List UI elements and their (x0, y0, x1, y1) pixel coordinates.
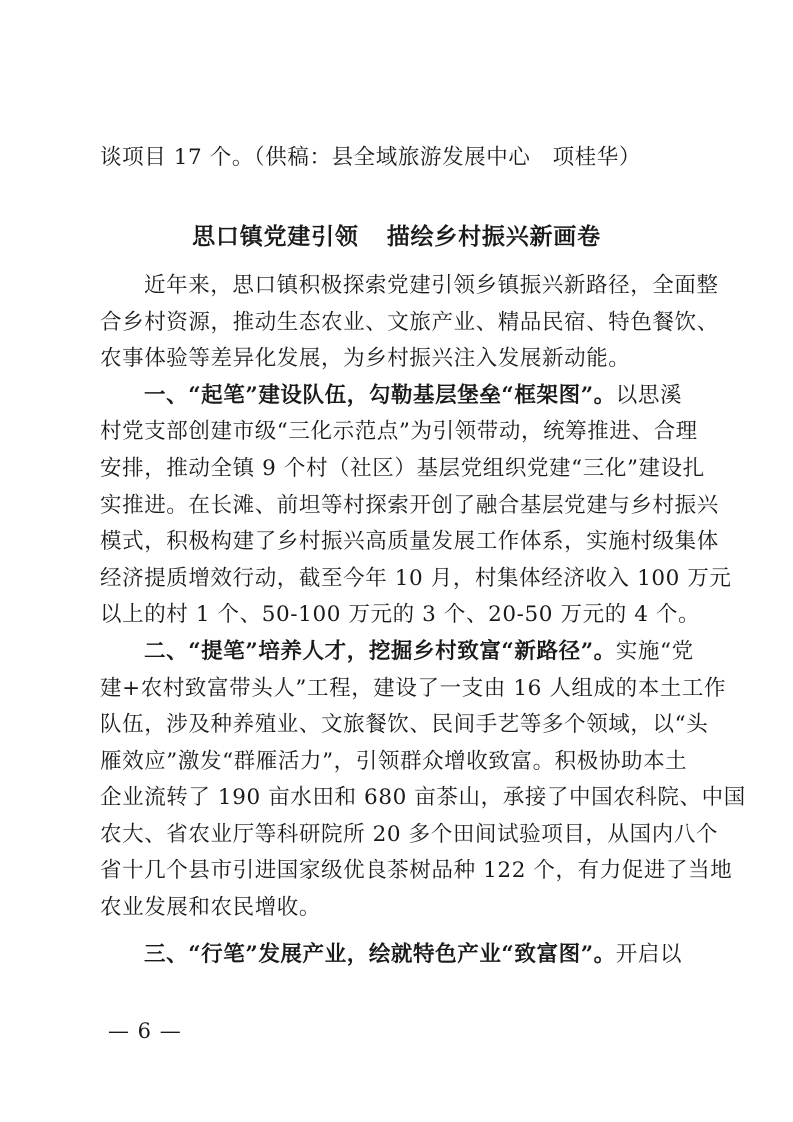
section2-line-3: 队伍，涉及种养殖业、文旅餐饮、民间手艺等多个领域，以“头 (100, 712, 709, 737)
section2-first-rest: 实施“党 (615, 639, 694, 664)
section1-first-line (144, 382, 734, 410)
section2-heading: 二、“提笔”培养人才，挖掘乡村致富“新路径”。 (144, 639, 616, 664)
section2-line-5: 企业流转了 190 亩水田和 680 亩茶山，承接了中国农科院、中国 (100, 785, 746, 810)
page-number: — 6 — (108, 1019, 182, 1043)
section2-line-8: 农业发展和农民增收。 (100, 895, 322, 920)
intro-line-1: 近年来，思口镇积极探索党建引领乡镇振兴新路径，全面整 (144, 273, 719, 298)
intro-line-3: 农事体验等差异化发展，为乡村振兴注入发展新动能。 (100, 346, 631, 371)
section2-line-4: 雁效应”激发“群雁活力”，引领群众增收致富。积极协助本土 (100, 749, 688, 774)
section1-line-4: 实推进。在长滩、前坦等村探索开创了融合基层党建与乡村振兴 (100, 493, 719, 518)
section1-line-7: 以上的村 1 个、50-100 万元的 3 个、20-50 万元的 4 个。 (100, 602, 701, 627)
section1-heading: 一、“起笔”建设队伍，勾勒基层堡垒“框架图”。 (144, 383, 616, 408)
section1-line-6: 经济提质增效行动，截至今年 10 月，村集体经济收入 100 万元 (100, 566, 732, 591)
section2-line-6: 农大、省农业厅等科研院所 20 多个田间试验项目，从国内八个 (100, 822, 719, 847)
section2-line-7: 省十几个县市引进国家级优良茶树品种 122 个，有力促进了当地 (100, 858, 733, 883)
section1-line-5: 模式，积极构建了乡村振兴高质量发展工作体系，实施村级集体 (100, 529, 719, 554)
section3-heading: 三、“行笔”发展产业，绘就特色产业“致富图”。 (144, 942, 616, 967)
section2-first-line (144, 638, 734, 666)
article-title-part2: 描绘乡村振兴新画卷 (386, 223, 601, 250)
section1-line-2: 村党支部创建市级“三化示范点”为引领带动，统筹推进、合理 (100, 419, 698, 444)
section1-line-3: 安排，推动全镇 9 个村（社区）基层党组织党建“三化”建设扎 (100, 456, 705, 481)
article-title (0, 222, 793, 252)
section3-first-rest: 开启以 (615, 942, 683, 967)
previous-article-closing: 谈项目 17 个。（供稿：县全域旅游发展中心 项桂华） (100, 145, 641, 170)
section3-first-line (144, 941, 734, 969)
section1-first-rest: 以思溪 (615, 383, 683, 408)
article-title-part1: 思口镇党建引领 (192, 223, 359, 250)
intro-line-2: 合乡村资源，推动生态农业、文旅产业、精品民宿、特色餐饮、 (100, 310, 719, 335)
section2-line-2: 建+农村致富带头人”工程，建设了一支由 16 人组成的本土工作 (100, 676, 727, 701)
